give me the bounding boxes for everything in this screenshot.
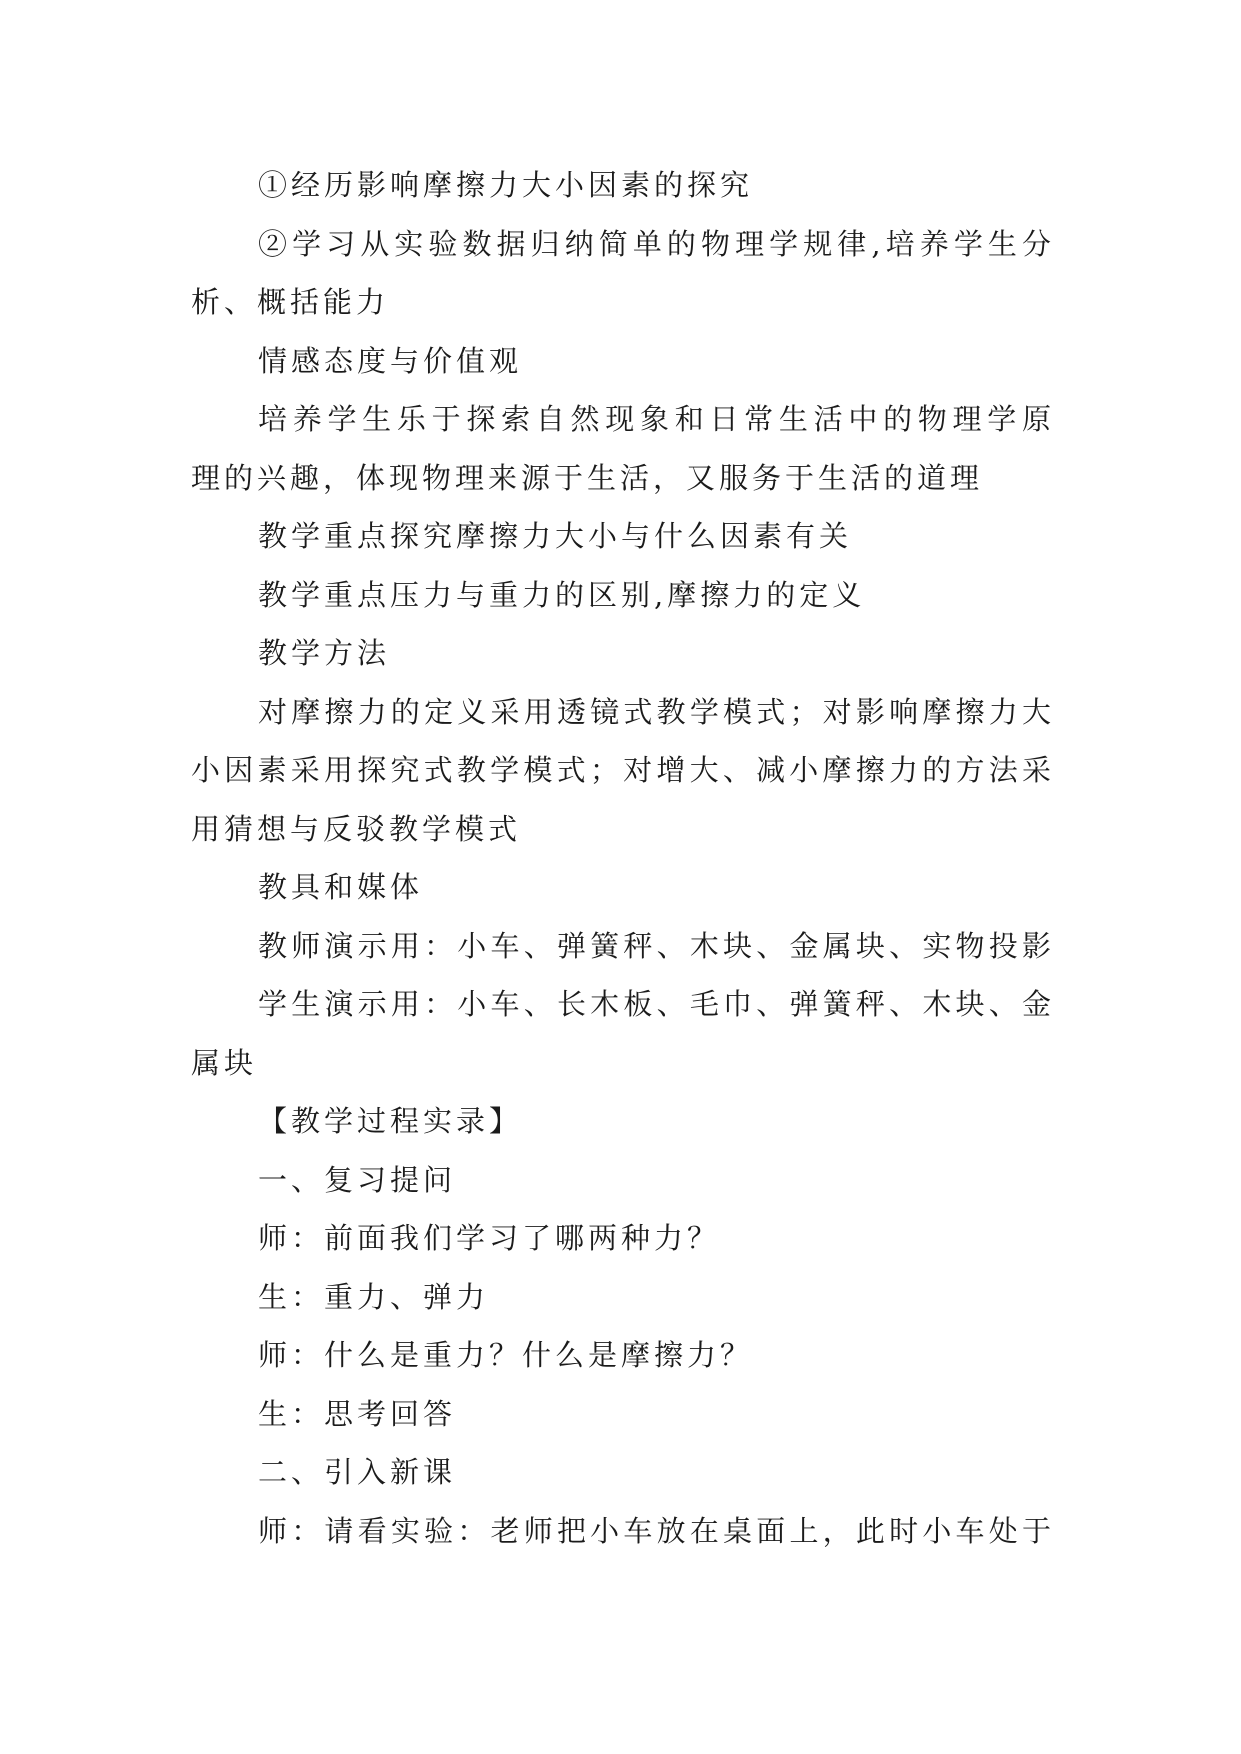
text-line: 用猜想与反驳教学模式 [191, 811, 522, 846]
text-line: 析、概括能力 [191, 285, 390, 319]
text-line: 理的兴趣，体现物理来源于生活，又服务于生活的道理 [191, 460, 984, 495]
dialogue-line [191, 1502, 1055, 1561]
section-heading-attitude [191, 332, 1055, 391]
subsection-heading-new-lesson [191, 1443, 1055, 1502]
text-line: 学生演示用：小车、长木板、毛巾、弹簧秤、木块、金 [258, 987, 1055, 1021]
text-line: 培养学生乐于探索自然现象和日常生活中的物理学原 [258, 402, 1055, 436]
text-line: 教学方法 [258, 636, 391, 670]
paragraph-key-point [191, 507, 1055, 566]
text-line: 师：请看实验：老师把小车放在桌面上，此时小车处于 [258, 1513, 1055, 1548]
text-line: 师：什么是重力？什么是摩擦力？ [258, 1338, 754, 1372]
text-line: 小因素采用探究式教学模式；对增大、减小摩擦力的方法采 [191, 753, 1055, 787]
text-line: 教具和媒体 [258, 870, 424, 904]
paragraph-student-tools [191, 975, 1055, 1092]
paragraph-teacher-tools [191, 917, 1055, 976]
paragraph-objective-2 [191, 215, 1055, 332]
paragraph-method [191, 683, 1055, 859]
paragraph-difficult-point [191, 566, 1055, 625]
section-heading-process [191, 1092, 1055, 1151]
text-line: 师：前面我们学习了哪两种力？ [258, 1221, 721, 1255]
dialogue-line [191, 1326, 1055, 1385]
text-line: 对摩擦力的定义采用透镜式教学模式；对影响摩擦力大 [258, 694, 1055, 729]
text-line: 生：重力、弹力 [258, 1279, 490, 1314]
document-body [191, 156, 1055, 1560]
text-line: 教师演示用：小车、弹簧秤、木块、金属块、实物投影 [258, 928, 1055, 963]
paragraph-objective-1 [191, 156, 1055, 215]
dialogue-line [191, 1385, 1055, 1444]
text-line: 二、引入新课 [258, 1455, 457, 1489]
text-line: 教学重点压力与重力的区别,摩擦力的定义 [258, 577, 866, 612]
text-line: ②学习从实验数据归纳简单的物理学规律,培养学生分 [258, 226, 1055, 261]
text-line: ①经历影响摩擦力大小因素的探究 [258, 168, 754, 202]
text-line: 教学重点探究摩擦力大小与什么因素有关 [258, 519, 853, 553]
paragraph-attitude [191, 390, 1055, 507]
section-heading-tools [191, 858, 1055, 917]
text-line: 一、复习提问 [258, 1162, 457, 1197]
dialogue-line [191, 1268, 1055, 1327]
text-line: 情感态度与价值观 [258, 343, 523, 378]
section-heading-method [191, 624, 1055, 683]
subsection-heading-review [191, 1151, 1055, 1210]
text-line: 【教学过程实录】 [258, 1104, 523, 1138]
dialogue-line [191, 1209, 1055, 1268]
text-line: 属块 [191, 1045, 258, 1080]
text-line: 生：思考回答 [258, 1396, 457, 1431]
